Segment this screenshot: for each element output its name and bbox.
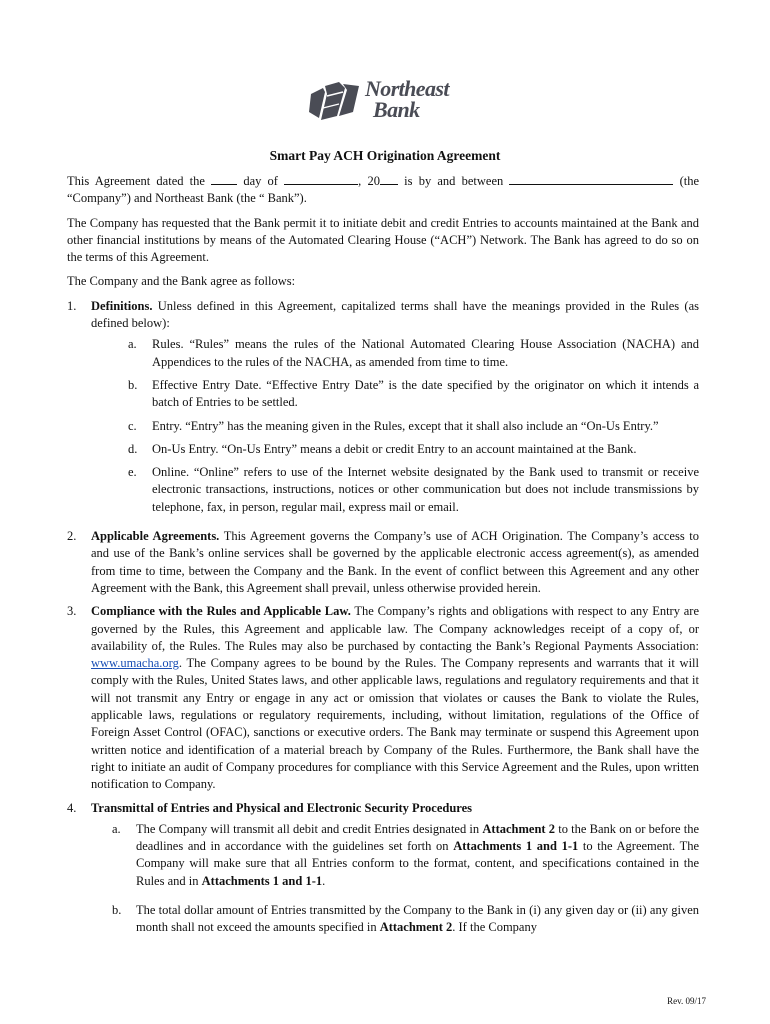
page-title: Smart Pay ACH Origination Agreement	[269, 148, 501, 163]
definition-item: b. Effective Entry Date. “Effective Entry Date” is the date specified by the originator on which it intends a batch of Entries to be settled.	[128, 377, 699, 410]
intro-text-4: is by and between	[404, 174, 504, 188]
intro-text-5: (the “Company”) and Northeast Bank (the “ Bank”).	[67, 174, 700, 206]
purpose-paragraph: The Company has requested that the Bank permit it to initiate debit and credit Entries to accounts maintained at the Bank and other financial institutions by means of the Automated Clearing House (“ACH”) Network. The Bank has agreed to do so on the terms of this Agreement.	[67, 215, 699, 265]
agreement-body	[67, 172, 699, 955]
section-heading: Definitions.	[91, 298, 153, 313]
definition-item: a. Rules. “Rules” means the rules of the National Automated Clearing House Association (NACHA) and Appendices to the rules of the NACHA, as amended from time to time.	[128, 337, 699, 369]
section-number: 3.	[67, 604, 77, 619]
section-heading: Applicable Agreements.	[91, 529, 220, 544]
logo-line-2: Bank	[373, 97, 420, 122]
company-blank[interactable]	[509, 172, 673, 185]
section-compliance	[67, 603, 699, 793]
section-definitions	[67, 298, 699, 522]
section-number: 2.	[67, 529, 77, 544]
section-text: Unless defined in this Agreement, capitalized terms shall have the meanings provided in the Rules (as defined below):	[91, 298, 699, 331]
section-heading: Transmittal of Entries and Physical and Electronic Security Procedures	[91, 800, 472, 815]
definition-item: e. Online. “Online” refers to use of the Internet website designated by the Bank used to transmit or receive electronic transactions, instructions, notices or other communication but does not include transmissions by telephone, fax, in person, regular mail, express mail or email.	[128, 465, 699, 514]
logo-wordmark	[365, 78, 449, 120]
section-number: 1.	[67, 298, 77, 313]
intro-paragraph	[67, 172, 699, 208]
definition-item: c. Entry. “Entry” has the meaning given in the Rules, except that it shall also include an “On-Us Entry.”	[128, 418, 659, 433]
intro-text-1: This Agreement dated the	[67, 174, 205, 188]
map-icon	[309, 82, 361, 122]
section-text: This Agreement governs the Company’s use of ACH Origination. The Company’s access to and use of the Bank’s online services shall be governed by the applicable electronic access agreement(s), as amended from time to time, between the Company and the Bank. In the event of conflict between this Agreement and any other Agreement with the Bank, this Agreement shall prevail, unless otherwise provided herein.	[91, 529, 699, 595]
month-blank[interactable]	[284, 172, 358, 185]
agree-paragraph: The Company and the Bank agree as follows:	[67, 274, 296, 289]
section-text: The Company’s rights and obligations with respect to any Entry are governed by the Rules, this Agreement and applicable law. The Company acknowledges receipt of a copy of, or availability of, the Rules. The Rules may also be purchased by contacting the Bank’s Regional Payments Association:	[91, 604, 699, 653]
section-transmittal	[67, 800, 699, 949]
transmittal-item-a: a. The Company will transmit all debit and credit Entries designated in Attachment 2 to the Bank on or before the deadlines and in accordance with the guidelines set forth on Attachments 1 and 1-1 to the Agreement. The Company will make sure that all Entries conform to the format, content, and specifications contained in the Rules and in Attachments 1 and 1-1.	[112, 821, 700, 888]
bank-logo	[309, 78, 459, 130]
revision-label: Rev. 09/17	[667, 996, 706, 1006]
day-blank[interactable]	[211, 172, 237, 185]
year-blank[interactable]	[380, 172, 398, 185]
umacha-link[interactable]: www.umacha.org	[91, 656, 179, 671]
section-number: 4.	[67, 800, 77, 815]
intro-text-3: , 20	[358, 174, 380, 188]
transmittal-item-b: b. The total dollar amount of Entries transmitted by the Company to the Bank in (i) any given day or (ii) any given month shall not exceed the amounts specified in Attachment 2. If the Company	[112, 902, 699, 935]
section-text-continued: . The Company agrees to be bound by the Rules. The Company represents and warrants that it will comply with the Rules, United States laws, and other applicable laws, regulations and regulatory requirements and that it will not transmit any Entry or engage in any act or omission that violates or causes the Bank to violate the Rules, applicable laws, regulations or regulatory requirements, including, without limitation, regulations of the Office of Foreign Asset Control (OFAC), sanctions or executive orders. The Bank may terminate or suspend this Agreement upon written notice and identification of a material breach by Company of the Rules. Furthermore, the Bank shall have the right to initiate an audit of Company procedures for compliance with this Service Agreement and the Rules, upon written notification to Company.	[91, 656, 699, 792]
logo-line-1: Northeast	[365, 76, 449, 101]
intro-text-2: day of	[243, 174, 278, 188]
section-applicable-agreements	[67, 528, 699, 597]
section-heading: Compliance with the Rules and Applicable Law.	[91, 604, 351, 619]
definition-item: d. On-Us Entry. “On-Us Entry” means a debit or credit Entry to an account maintained at the Bank.	[128, 441, 637, 456]
